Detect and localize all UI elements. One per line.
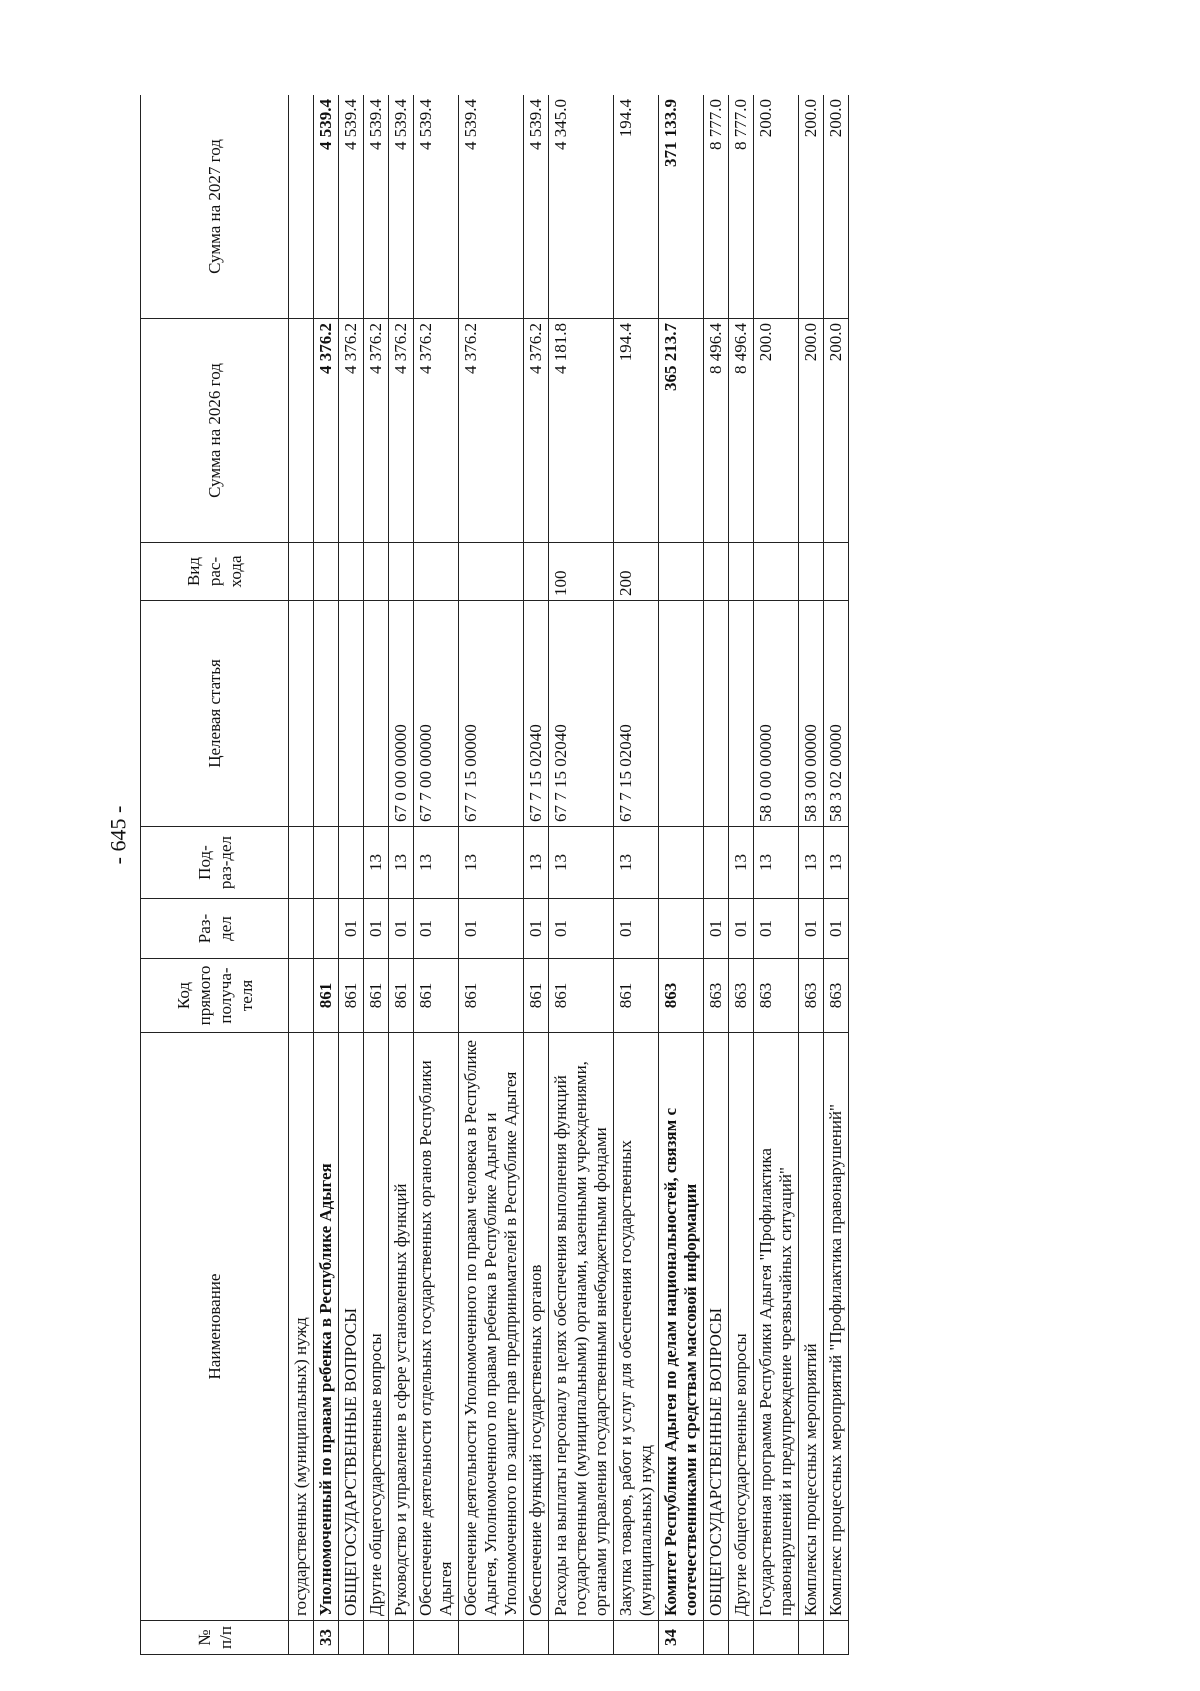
row-expense-type [524,543,549,601]
row-sum-2027: 8 777.0 [704,95,729,319]
row-razdel: 01 [614,899,659,959]
row-expense-type [339,543,364,601]
row-number [414,1621,459,1655]
row-expense-type [389,543,414,601]
row-target-article: 67 7 15 02040 [614,601,659,827]
table-row [659,95,704,1655]
budget-table-frame [140,95,1080,1655]
row-name: Закупка товаров, работ и услуг для обеспечения государственных (муниципальных) нужд [614,1033,659,1621]
row-name: Расходы на выплаты персоналу в целях обеспечения выполнения функций государственными (муниципальными) органами, казенными учреждениями, органами управления государственными внебюджетными фондами [549,1033,614,1621]
row-number [364,1621,389,1655]
row-name: Другие общегосударственные вопросы [729,1033,754,1621]
row-target-article [314,601,339,827]
row-expense-type [824,543,849,601]
row-expense-type [754,543,799,601]
row-expense-type [659,543,704,601]
row-number [389,1621,414,1655]
row-target-article [339,601,364,827]
row-number: 34 [659,1621,704,1655]
row-number [524,1621,549,1655]
row-razdel [314,899,339,959]
header-podrazdel: Под-раз-дел [141,827,289,899]
row-target-article [704,601,729,827]
row-sum-2027: 4 539.4 [414,95,459,319]
budget-table-rotated [140,95,1080,1655]
row-razdel: 01 [799,899,824,959]
row-number [339,1621,364,1655]
row-number [614,1621,659,1655]
row-podrazdel: 13 [729,827,754,899]
row-sum-2027: 200.0 [799,95,824,319]
table-row [824,95,849,1655]
row-name: Комплексы процессных мероприятий [799,1033,824,1621]
header-razdel: Раз-дел [141,899,289,959]
row-podrazdel [659,827,704,899]
table-row [729,95,754,1655]
table-row [414,95,459,1655]
table-row [289,95,314,1655]
row-sum-2026: 4 376.2 [459,319,524,543]
row-target-article: 58 3 00 00000 [799,601,824,827]
row-recipient-code: 863 [704,959,729,1033]
row-sum-2026: 4 181.8 [549,319,614,543]
row-expense-type: 100 [549,543,614,601]
row-number [549,1621,614,1655]
row-name: Другие общегосударственные вопросы [364,1033,389,1621]
table-row [314,95,339,1655]
row-recipient-code: 863 [754,959,799,1033]
page-number-text: - 645 - [105,805,130,865]
row-razdel [289,899,314,959]
header-name: Наименование [141,1033,289,1621]
row-sum-2027: 4 539.4 [389,95,414,319]
row-expense-type [289,543,314,601]
row-sum-2026: 8 496.4 [704,319,729,543]
row-podrazdel: 13 [524,827,549,899]
row-number [799,1621,824,1655]
row-podrazdel: 13 [614,827,659,899]
row-sum-2027: 4 539.4 [364,95,389,319]
row-razdel: 01 [414,899,459,959]
row-sum-2026: 4 376.2 [364,319,389,543]
row-sum-2027 [289,95,314,319]
row-expense-type [704,543,729,601]
row-expense-type [414,543,459,601]
row-razdel: 01 [729,899,754,959]
row-sum-2026: 200.0 [824,319,849,543]
row-target-article [729,601,754,827]
table-row [339,95,364,1655]
row-expense-type: 200 [614,543,659,601]
row-razdel: 01 [754,899,799,959]
row-sum-2027: 200.0 [754,95,799,319]
row-expense-type [364,543,389,601]
row-name: ОБЩЕГОСУДАРСТВЕННЫЕ ВОПРОСЫ [704,1033,729,1621]
row-razdel: 01 [549,899,614,959]
page-number [98,800,138,870]
header-target: Целевая статья [141,601,289,827]
header-sum-2027: Сумма на 2027 год [141,95,289,319]
row-recipient-code: 863 [799,959,824,1033]
row-sum-2027: 4 539.4 [459,95,524,319]
row-podrazdel: 13 [414,827,459,899]
row-recipient-code: 861 [364,959,389,1033]
row-podrazdel: 13 [459,827,524,899]
row-recipient-code: 861 [459,959,524,1033]
table-row [364,95,389,1655]
row-razdel: 01 [339,899,364,959]
row-name: Руководство и управление в сфере установленных функций [389,1033,414,1621]
row-target-article: 67 7 15 02040 [524,601,549,827]
row-podrazdel [339,827,364,899]
row-podrazdel: 13 [754,827,799,899]
row-sum-2027: 4 539.4 [339,95,364,319]
row-podrazdel [314,827,339,899]
row-name: Уполномоченный по правам ребенка в Республике Адыгея [314,1033,339,1621]
row-expense-type [459,543,524,601]
row-target-article: 67 0 00 00000 [389,601,414,827]
row-target-article [364,601,389,827]
table-row [799,95,824,1655]
row-name: Комплекс процессных мероприятий "Профилактика правонарушений" [824,1033,849,1621]
row-razdel: 01 [824,899,849,959]
row-sum-2026: 194.4 [614,319,659,543]
row-podrazdel: 13 [389,827,414,899]
table-row [704,95,729,1655]
row-target-article: 58 3 02 00000 [824,601,849,827]
row-sum-2026: 4 376.2 [389,319,414,543]
row-sum-2026: 365 213.7 [659,319,704,543]
table-row [754,95,799,1655]
row-razdel: 01 [389,899,414,959]
row-razdel: 01 [364,899,389,959]
row-razdel: 01 [459,899,524,959]
header-row [141,95,289,1655]
row-name: Обеспечение деятельности отдельных государственных органов Республики Адыгея [414,1033,459,1621]
budget-table [140,95,849,1655]
row-target-article [659,601,704,827]
row-target-article: 58 0 00 00000 [754,601,799,827]
row-name: государственных (муниципальных) нужд [289,1033,314,1621]
row-target-article: 67 7 15 00000 [459,601,524,827]
table-row [549,95,614,1655]
row-number [289,1621,314,1655]
header-code: Код прямого получа-теля [141,959,289,1033]
row-target-article [289,601,314,827]
header-num: № п/п [141,1621,289,1655]
row-sum-2027: 8 777.0 [729,95,754,319]
row-target-article: 67 7 00 00000 [414,601,459,827]
row-expense-type [729,543,754,601]
row-number: 33 [314,1621,339,1655]
row-podrazdel: 13 [824,827,849,899]
row-recipient-code [289,959,314,1033]
row-name: Комитет Республики Адыгея по делам национальностей, связям с соотечественниками и средствам массовой информации [659,1033,704,1621]
row-razdel [659,899,704,959]
row-name: ОБЩЕГОСУДАРСТВЕННЫЕ ВОПРОСЫ [339,1033,364,1621]
row-sum-2026: 4 376.2 [524,319,549,543]
table-row [614,95,659,1655]
row-recipient-code: 861 [339,959,364,1033]
row-podrazdel: 13 [364,827,389,899]
row-recipient-code: 861 [549,959,614,1033]
row-recipient-code: 861 [314,959,339,1033]
row-sum-2026: 8 496.4 [729,319,754,543]
row-sum-2026: 4 376.2 [414,319,459,543]
row-recipient-code: 861 [414,959,459,1033]
row-podrazdel [704,827,729,899]
row-sum-2027: 4 539.4 [314,95,339,319]
row-target-article: 67 7 15 02040 [549,601,614,827]
row-razdel: 01 [524,899,549,959]
table-row [459,95,524,1655]
table-row [524,95,549,1655]
row-recipient-code: 863 [824,959,849,1033]
row-sum-2026: 200.0 [799,319,824,543]
row-recipient-code: 861 [524,959,549,1033]
row-sum-2027: 371 133.9 [659,95,704,319]
row-sum-2027: 4 539.4 [524,95,549,319]
row-sum-2027: 4 345.0 [549,95,614,319]
row-number [754,1621,799,1655]
row-podrazdel [289,827,314,899]
header-vid: Вид рас-хода [141,543,289,601]
row-recipient-code: 863 [729,959,754,1033]
row-expense-type [799,543,824,601]
row-sum-2027: 194.4 [614,95,659,319]
row-podrazdel: 13 [549,827,614,899]
row-sum-2026: 200.0 [754,319,799,543]
row-recipient-code: 861 [614,959,659,1033]
row-number [729,1621,754,1655]
row-expense-type [314,543,339,601]
row-sum-2027: 200.0 [824,95,849,319]
table-row [389,95,414,1655]
row-number [459,1621,524,1655]
row-razdel: 01 [704,899,729,959]
row-sum-2026: 4 376.2 [314,319,339,543]
row-sum-2026 [289,319,314,543]
row-number [824,1621,849,1655]
row-name: Государственная программа Республики Адыгея "Профилактика правонарушений и предупреждение чрезвычайных ситуаций" [754,1033,799,1621]
row-recipient-code: 861 [389,959,414,1033]
row-podrazdel: 13 [799,827,824,899]
row-name: Обеспечение функций государственных органов [524,1033,549,1621]
row-recipient-code: 863 [659,959,704,1033]
row-name: Обеспечение деятельности Уполномоченного по правам человека в Республике Адыгея, Уполномоченного по правам ребенка в Республике Адыгея и Уполномоченного по защите прав предпринимателей в Республике Адыгея [459,1033,524,1621]
header-sum-2026: Сумма на 2026 год [141,319,289,543]
row-sum-2026: 4 376.2 [339,319,364,543]
row-number [704,1621,729,1655]
